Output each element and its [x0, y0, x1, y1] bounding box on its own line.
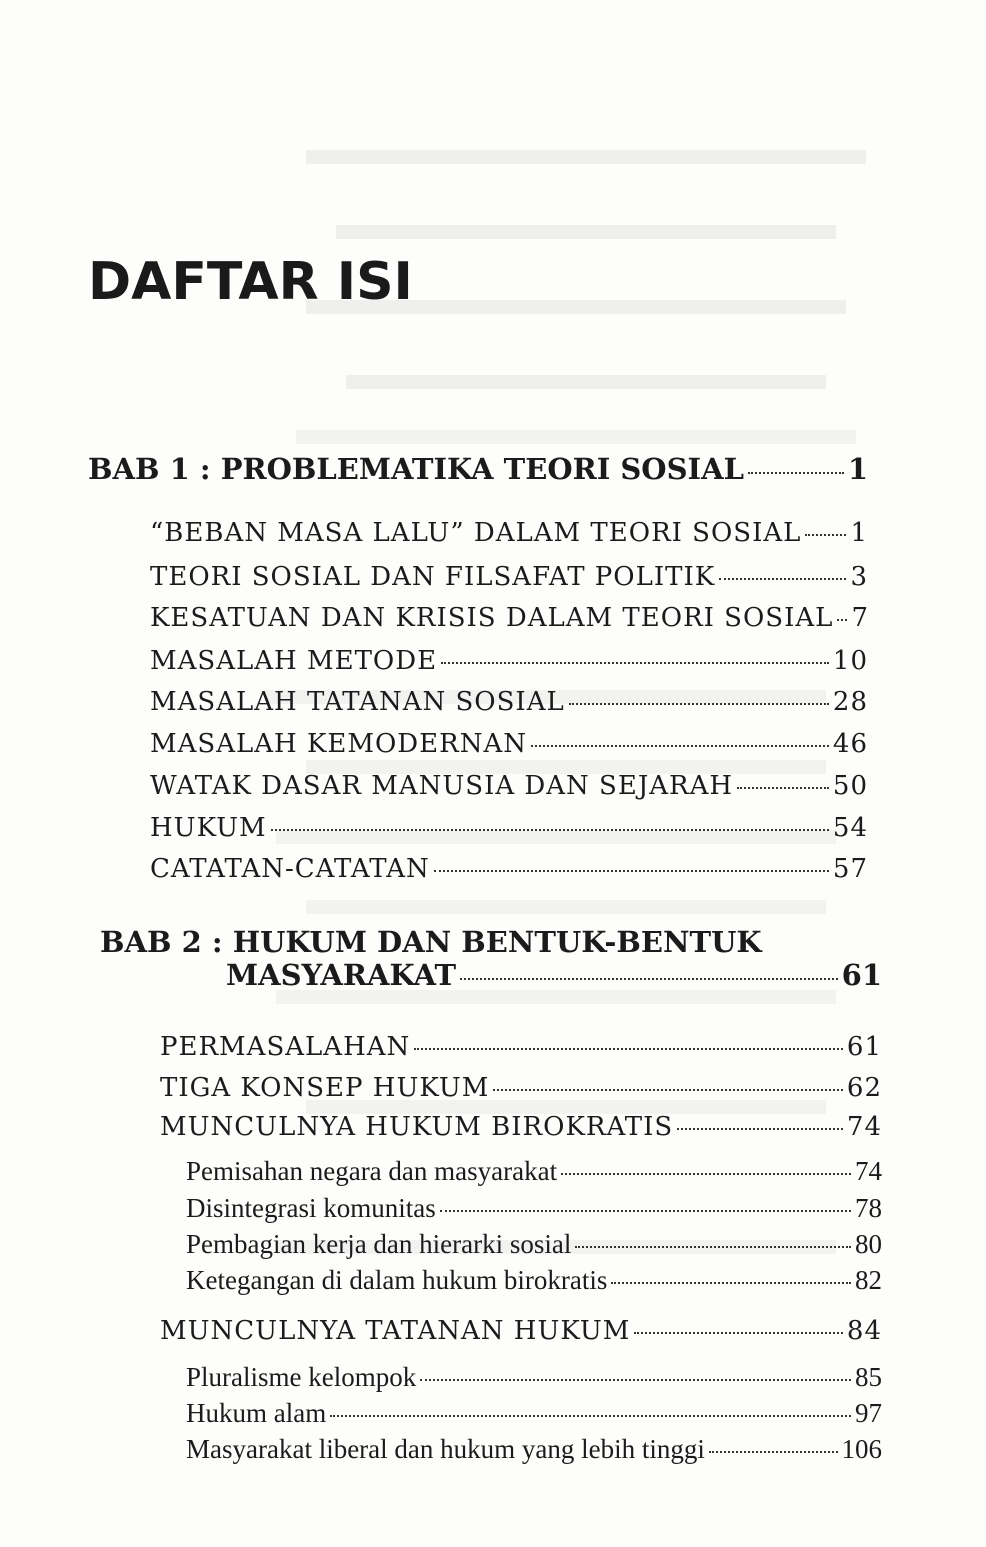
leader-dots	[677, 1128, 843, 1130]
toc-subentry-label: Hukum alam	[186, 1398, 327, 1428]
toc-entry-label: MASALAH TATANAN SOSIAL	[150, 687, 565, 717]
toc-entry-label: TIGA KONSEP HUKUM	[160, 1073, 490, 1103]
toc-subentry-page: 97	[855, 1398, 882, 1428]
toc-subentry[interactable]	[186, 1362, 882, 1393]
toc-entry-page: 57	[832, 854, 868, 884]
toc-entry-page: 1	[850, 518, 868, 548]
leader-dots	[440, 1210, 851, 1212]
leader-dots	[737, 787, 829, 789]
chapter-2-label-line2: MASYARAKAT	[226, 958, 457, 992]
leader-dots	[569, 703, 829, 705]
leader-dots	[434, 870, 829, 872]
toc-subentry[interactable]	[186, 1156, 882, 1187]
chapter-1-entry[interactable]	[88, 452, 868, 486]
leader-dots	[719, 578, 846, 580]
toc-entry-label: MASALAH METODE	[150, 646, 438, 676]
toc-subentry-label: Disintegrasi komunitas	[186, 1193, 436, 1223]
chapter-2-label-line1: BAB 2 : HUKUM DAN BENTUK-BENTUK	[100, 925, 762, 959]
leader-dots	[414, 1048, 843, 1050]
leader-dots	[634, 1332, 842, 1334]
toc-entry-page: 74	[846, 1112, 882, 1142]
toc-entry[interactable]	[150, 646, 868, 676]
toc-entry[interactable]	[150, 729, 868, 759]
leader-dots	[748, 472, 844, 474]
toc-entry-page: 10	[832, 646, 868, 676]
toc-subentry-page: 85	[855, 1362, 882, 1392]
toc-entry[interactable]	[150, 854, 868, 884]
leader-dots	[837, 619, 847, 621]
toc-subentry-label: Masyarakat liberal dan hukum yang lebih tinggi	[186, 1434, 705, 1464]
toc-entry-page: 84	[846, 1316, 882, 1346]
toc-entry-page: 54	[832, 813, 868, 843]
toc-entry[interactable]	[150, 518, 868, 548]
leader-dots	[709, 1451, 838, 1453]
toc-entry[interactable]	[150, 562, 868, 592]
toc-subentry-page: 80	[855, 1229, 882, 1259]
toc-subentry-label: Pembagian kerja dan hierarki sosial	[186, 1229, 572, 1259]
toc-entry-page: 62	[846, 1073, 882, 1103]
toc-entry-page: 50	[832, 771, 868, 801]
leader-dots	[420, 1379, 851, 1381]
leader-dots	[493, 1089, 843, 1091]
toc-subentry[interactable]	[186, 1193, 882, 1224]
chapter-2-page: 61	[841, 958, 882, 992]
leader-dots	[330, 1415, 851, 1417]
toc-entry-label: WATAK DASAR MANUSIA DAN SEJARAH	[150, 771, 734, 801]
toc-subentry[interactable]	[186, 1398, 882, 1429]
leader-dots	[271, 829, 829, 831]
toc-entry-page: 3	[850, 562, 868, 592]
toc-entry[interactable]	[160, 1316, 882, 1346]
chapter-1-label: BAB 1 : PROBLEMATIKA TEORI SOSIAL	[88, 452, 744, 486]
toc-subentry-label: Pemisahan negara dan masyarakat	[186, 1156, 558, 1186]
chapter-2-entry[interactable]	[226, 958, 882, 992]
toc-entry[interactable]	[150, 603, 868, 633]
toc-subentry-page: 106	[841, 1434, 882, 1464]
leader-dots	[575, 1246, 851, 1248]
toc-entry-page: 28	[832, 687, 868, 717]
toc-subentry[interactable]	[186, 1434, 882, 1465]
toc-entry-label: “BEBAN MASA LALU” DALAM TEORI SOSIAL	[150, 518, 802, 548]
toc-entry[interactable]	[160, 1112, 882, 1142]
toc-entry-label: PERMASALAHAN	[160, 1032, 411, 1062]
toc-subentry-page: 78	[855, 1193, 882, 1223]
leader-dots	[805, 534, 846, 536]
toc-subentry-page: 74	[855, 1156, 882, 1186]
leader-dots	[561, 1173, 851, 1175]
toc-subentry-label: Ketegangan di dalam hukum birokratis	[186, 1265, 608, 1295]
toc-subentry-label: Pluralisme kelompok	[186, 1362, 417, 1392]
toc-entry-label: MASALAH KEMODERNAN	[150, 729, 527, 759]
leader-dots	[531, 745, 829, 747]
toc-entry[interactable]	[150, 813, 868, 843]
toc-entry-page: 46	[832, 729, 868, 759]
toc-entry-page: 7	[851, 603, 869, 633]
toc-entry[interactable]	[150, 687, 868, 717]
toc-entry[interactable]	[160, 1073, 882, 1103]
toc-entry-label: HUKUM	[150, 813, 267, 843]
page-title: DAFTAR ISI	[88, 252, 413, 312]
leader-dots	[460, 978, 838, 980]
toc-entry[interactable]	[160, 1032, 882, 1062]
toc-subentry[interactable]	[186, 1229, 882, 1260]
toc-entry[interactable]	[150, 771, 868, 801]
toc-entry-label: KESATUAN DAN KRISIS DALAM TEORI SOSIAL	[150, 603, 834, 633]
toc-entry-label: CATATAN-CATATAN	[150, 854, 430, 884]
leader-dots	[441, 662, 829, 664]
chapter-1-page: 1	[847, 452, 868, 486]
toc-subentry-page: 82	[855, 1265, 882, 1295]
toc-entry-label: MUNCULNYA TATANAN HUKUM	[160, 1316, 631, 1346]
toc-entry-page: 61	[846, 1032, 882, 1062]
leader-dots	[611, 1282, 851, 1284]
toc-subentry[interactable]	[186, 1265, 882, 1296]
toc-entry-label: TEORI SOSIAL DAN FILSAFAT POLITIK	[150, 562, 716, 592]
toc-entry-label: MUNCULNYA HUKUM BIROKRATIS	[160, 1112, 674, 1142]
